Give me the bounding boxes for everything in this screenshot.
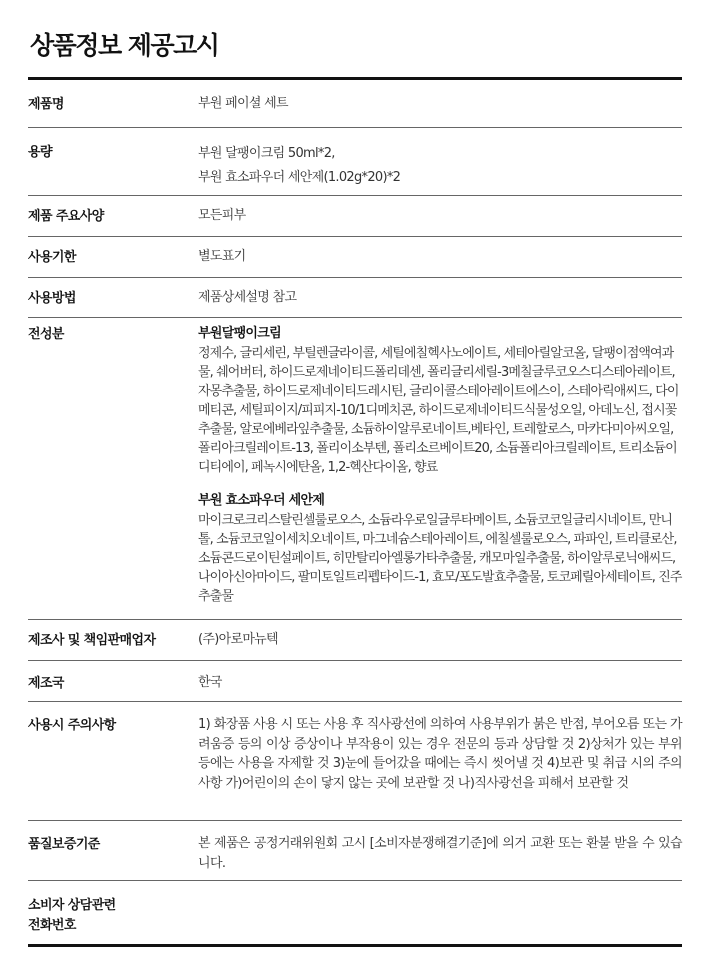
row-value: 1) 화장품 사용 시 또는 사용 후 직사광선에 의하여 사용부위가 붉은 반점, 부어오름 또는 가려움증 등의 이상 증상이나 부작용이 있는 경우 전문의 등과 상담할 것 2)상처가 있는 부위 등에는 사용을 자제할 것 3)눈에 들어갔을 때에는 즉시 씻어낼 것 4)보관 및 취급 시의 주의사항 가)어린이의 손이 닿지 않는 곳에 보관할 것 나)직사광선을 피해서 보관할 것 (198, 717, 682, 791)
row-value (198, 288, 682, 308)
row-value (198, 324, 682, 606)
label-line: 소비자 상담관련 (28, 898, 116, 913)
row-label: 사용시 주의사항 (28, 718, 116, 733)
row-label: 제품 주요사양 (28, 209, 104, 224)
row-label: 사용기한 (28, 250, 76, 265)
row-capacity (28, 128, 682, 196)
value-line: 부원 페이셜 세트 (198, 96, 288, 111)
ingredient-section-title: 부원달팽이크림 (198, 326, 282, 341)
product-info-table (28, 77, 682, 947)
label-line: 전화번호 (28, 918, 76, 933)
row-value (198, 247, 682, 267)
row-label: 용량 (28, 145, 52, 160)
ingredient-section-title: 부원 효소파우더 세안제 (198, 493, 325, 508)
ingredient-list: 정제수, 글리세린, 부틸렌글라이콜, 세틸에칠헥사노에이트, 세테아릴알코올, 달팽이점액여과물, 쉐어버터, 하이드로제네이티드폴리데센, 폴리글리세릴-3메칠글루코오스디스테아레이트, 자몽추출물, 하이드로제네이티드레시틴, 글리이콜스테아레이트에스이, 스테아릭애씨드, 다이메티콘, 세틸피이지/피피지-10/1디메치콘, 하이드로제네이티드식물성오일, 아데노신, 접시꽃추출물, 알로에베라잎추출물, 소듐하이알루로네이트,베타인, 트레할로스, 마카다미아씨오일, 폴리아크릴레이트-13, 폴리이소부텐, 폴리소르베이트20, 소듐폴리아크릴레이트, 트리소듐이디티에이, 페녹시에탄올, 1,2-헥산다이올, 향료 (198, 346, 679, 475)
value-line: 부원 달팽이크림 50ml*2, (198, 146, 335, 161)
row-value (198, 142, 682, 190)
row-expiry (28, 237, 682, 278)
row-quality (28, 821, 682, 881)
row-label: 제품명 (28, 97, 64, 112)
row-ingredients (28, 318, 682, 620)
value-line: 부원 효소파우더 세안제(1.02g*20)*2 (198, 170, 401, 185)
value-line: 제품상세설명 참고 (198, 290, 297, 305)
row-label: 제조국 (28, 676, 64, 691)
row-usage (28, 278, 682, 318)
row-value (198, 94, 682, 114)
row-caution (28, 702, 682, 821)
row-value (198, 206, 682, 226)
value-line: 모든피부 (198, 208, 246, 223)
row-label: 제조사 및 책임판매업자 (28, 633, 156, 648)
row-value: 본 제품은 공정거래위원회 고시 [소비자분쟁해결기준]에 의거 교환 또는 환불 받을 수 있습니다. (198, 836, 682, 871)
value-line: 별도표기 (198, 249, 246, 264)
value-line: 한국 (198, 675, 222, 690)
row-value (198, 673, 682, 693)
row-product-name (28, 80, 682, 128)
ingredient-list: 마이크로크리스탈린셀룰로오스, 소듐라우로일글루타메이트, 소듐코코일글리시네이트, 만니톨, 소듐코코일이세치오네이트, 마그네슘스테아레이트, 에칠셀룰로오스, 파파인, 트리클로산, 소듐콘드로이틴설페이트, 히만탈리아엘롱가타추출물, 캐모마일추출물, 하이알루로닉애씨드, 나이아신아마이드, 팔미토일트리펩타이드-1, 효모/포도발효추출물, 토코페릴아세테이트, 진주추출물 (198, 513, 682, 604)
page-title: 상품정보 제공고시 (30, 31, 219, 60)
row-spec (28, 196, 682, 237)
value-line: (주)아로마뉴텍 (198, 632, 278, 647)
row-label: 품질보증기준 (28, 837, 100, 852)
row-manufacturer (28, 620, 682, 661)
row-label: 전성분 (28, 327, 64, 342)
row-contact (28, 881, 682, 947)
row-label (28, 895, 198, 936)
row-label: 사용방법 (28, 291, 76, 306)
row-country (28, 661, 682, 702)
row-value (198, 630, 682, 650)
